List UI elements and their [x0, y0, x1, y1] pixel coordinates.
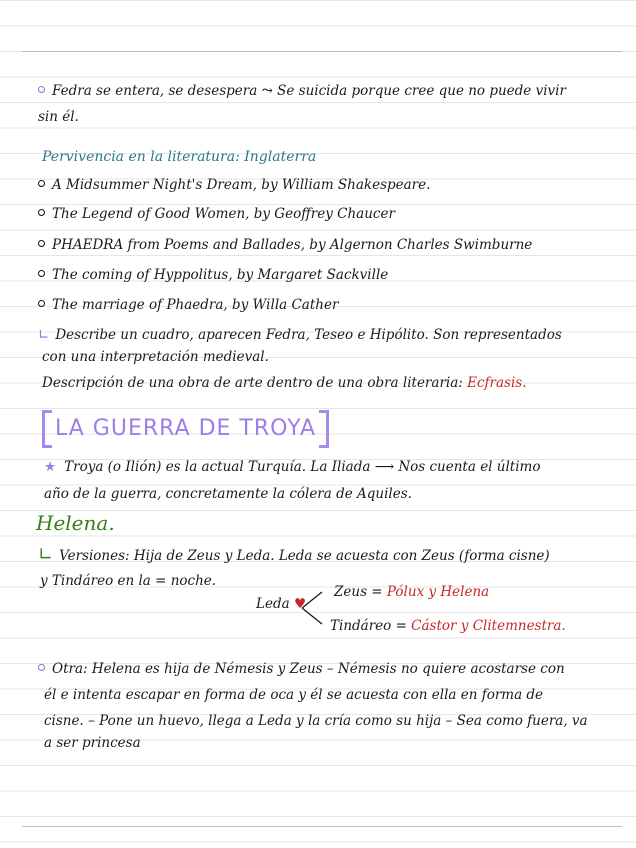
- note-text: cisne. – Pone un huevo, llega a Leda y la cría como su hija – Sea como fuera, va: [44, 713, 588, 729]
- note-line: [38, 326, 562, 344]
- note-line: [42, 348, 269, 366]
- note-text: año de la guerra, concretamente la cólera de Aquiles.: [44, 486, 412, 502]
- bullet-icon: [38, 209, 45, 216]
- highlight-term: Ecfrasis.: [467, 375, 527, 391]
- note-line: [42, 374, 527, 392]
- subheading-text: Pervivencia en la literatura: Inglaterra: [42, 149, 317, 165]
- list-item-text: PHAEDRA from Poems and Ballades, by Algernon Charles Swimburne: [52, 237, 533, 253]
- note-text: con una interpretación medieval.: [42, 349, 269, 365]
- diagram-zeus: [334, 584, 489, 600]
- section-title: [42, 410, 329, 448]
- bottom-rule: [22, 826, 622, 827]
- bullet-icon: [38, 180, 45, 187]
- top-rule: [22, 51, 622, 52]
- bullet-icon: [38, 300, 45, 307]
- leda-label: Leda: [256, 596, 290, 612]
- note-line: [44, 485, 412, 503]
- list-item-text: The coming of Hyppolitus, by Margaret Sackville: [52, 267, 389, 283]
- note-line: [38, 660, 565, 678]
- note-line: [44, 686, 543, 704]
- corner-arrow-icon: ∟: [38, 544, 54, 565]
- note-text: a ser princesa: [44, 735, 141, 751]
- note-text: Otra: Helena es hija de Némesis y Zeus – Némesis no quiere acostarse con: [52, 661, 565, 677]
- bullet-icon: [38, 270, 45, 277]
- list-item: [38, 205, 395, 223]
- bullet-icon: [38, 86, 45, 93]
- bullet-icon: [38, 240, 45, 247]
- star-icon: ★: [44, 459, 57, 475]
- note-text: y Tindáreo en la = noche.: [40, 573, 217, 589]
- note-text: Troya (o Ilión) es la actual Turquía. La Iliada ⟶ Nos cuenta el último: [64, 459, 541, 475]
- note-line: [38, 108, 79, 126]
- diagram-branch-lines: [300, 584, 332, 632]
- heart-icon: ♥: [293, 596, 307, 612]
- note-line: [40, 572, 216, 590]
- tindareo-children: Cástor y Clitemnestra.: [411, 618, 566, 634]
- list-item-text: The Legend of Good Women, by Geoffrey Chaucer: [52, 206, 395, 222]
- diagram-tindareo: [330, 618, 566, 634]
- bullet-icon: [38, 664, 45, 671]
- corner-arrow-icon: ∟: [38, 327, 50, 343]
- note-line: [44, 734, 141, 752]
- list-item-text: The marriage of Phaedra, by Willa Cather: [52, 297, 339, 313]
- helena-heading: [36, 511, 115, 535]
- list-item: [38, 296, 338, 314]
- zeus-children: Pólux y Helena: [386, 584, 490, 600]
- note-line: [38, 546, 550, 565]
- list-item-text: A Midsummer Night's Dream, by William Shakespeare.: [52, 177, 431, 193]
- helena-heading-text: Helena.: [36, 511, 115, 535]
- note-text: Describe un cuadro, aparecen Fedra, Teseo e Hipólito. Son representados: [55, 327, 562, 343]
- note-text: Fedra se entera, se desespera ⤳ Se suicida porque cree que no puede vivir: [52, 83, 566, 99]
- note-text: Descripción de una obra de arte dentro de una obra literaria:: [42, 375, 468, 391]
- section-title-text: LA GUERRA DE TROYA: [55, 416, 317, 441]
- tindareo-label: Tindáreo =: [330, 618, 412, 634]
- note-line: [44, 458, 540, 476]
- note-text: Versiones: Hija de Zeus y Leda. Leda se acuesta con Zeus (forma cisne): [59, 548, 550, 564]
- subheading-pervivencia: [42, 148, 316, 166]
- list-item: [38, 236, 532, 254]
- zeus-label: Zeus =: [334, 584, 387, 600]
- note-line: [44, 712, 588, 730]
- list-item: [38, 266, 388, 284]
- note-line: [38, 82, 566, 100]
- list-item: [38, 176, 430, 194]
- note-text: sin él.: [38, 109, 79, 125]
- diagram-leda: [256, 596, 306, 612]
- note-text: él e intenta escapar en forma de oca y él se acuesta con ella en forma de: [44, 687, 544, 703]
